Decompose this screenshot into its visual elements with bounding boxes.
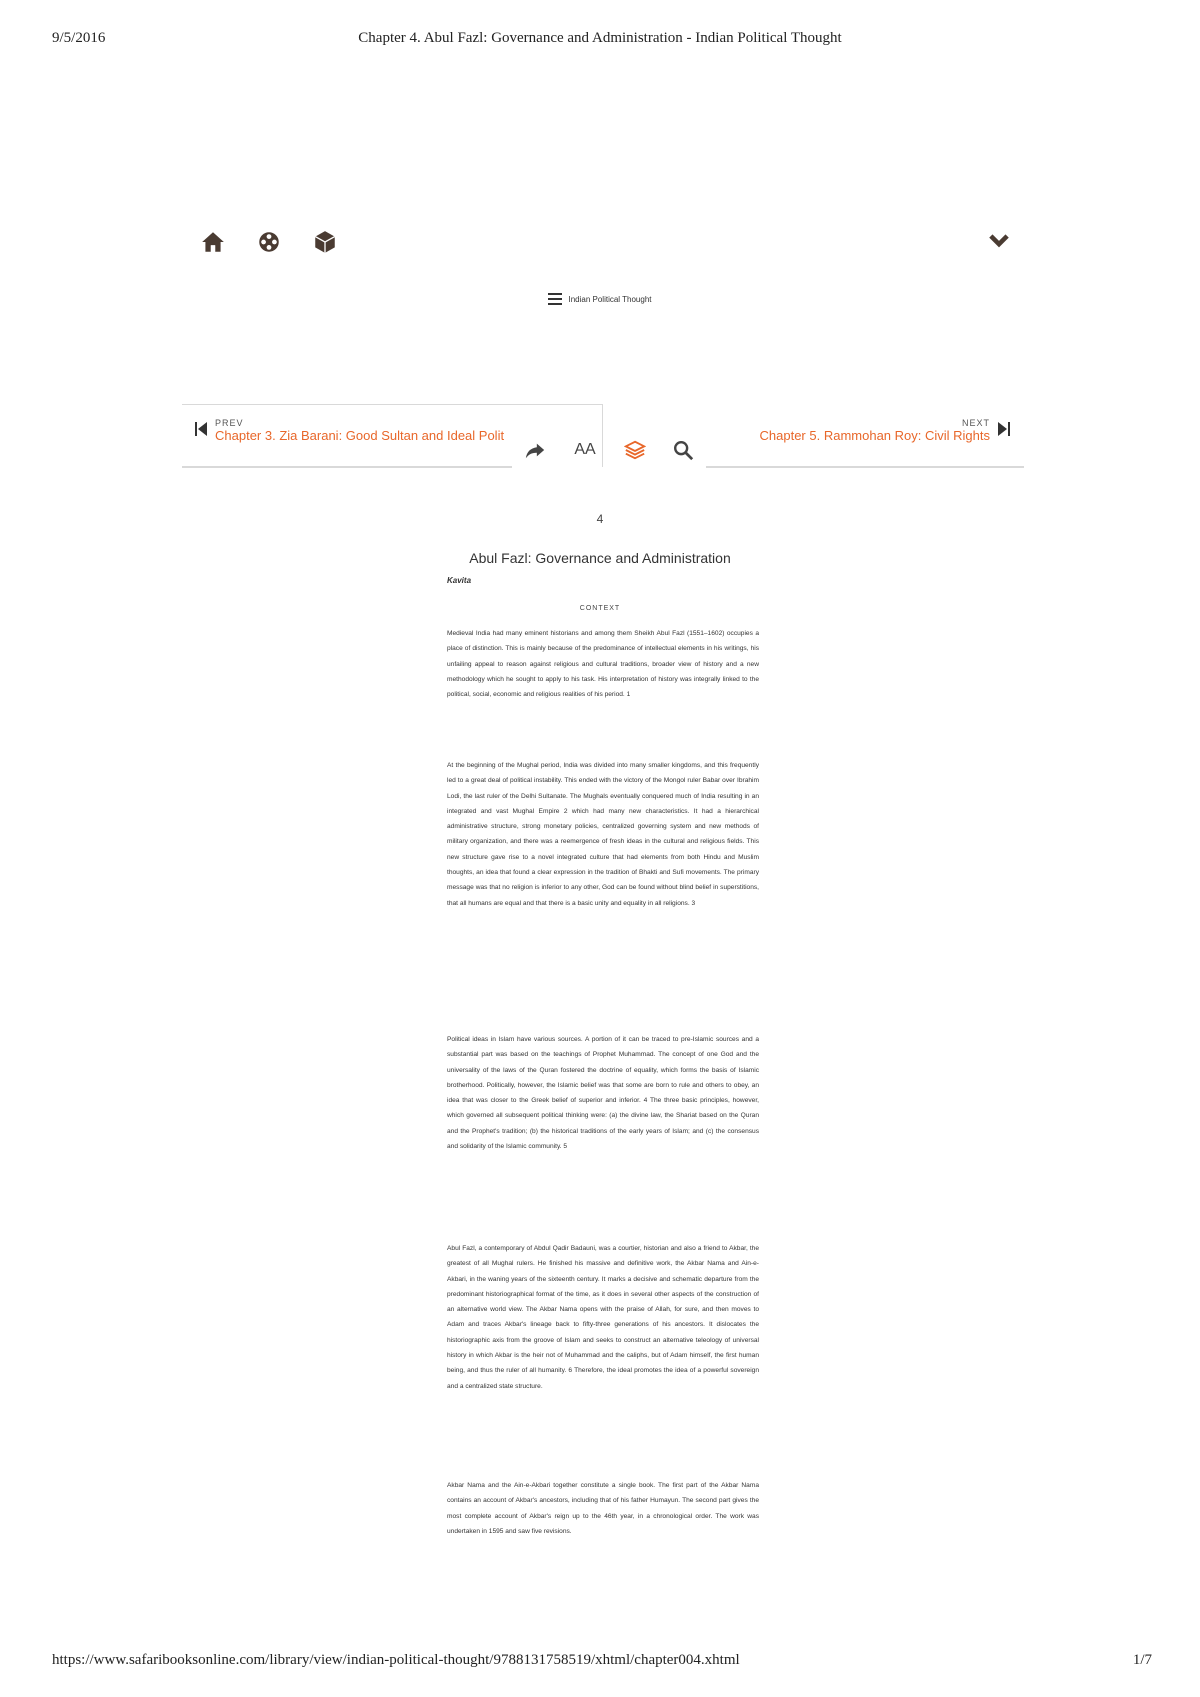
toc-link[interactable]: [0, 293, 1200, 305]
paragraph: At the beginning of the Mughal period, India was divided into many smaller kingdoms, and this frequently led to a great deal of political instability. This ended with the victory of the Mongol ruler Babar over Ibrahim Lodi, the last ruler of the Delhi Sultanate. The Mughals eventually conquered much of India resulting in an integrated and vast Mughal Empire 2 which had many new characteristics. It had a hierarchical administrative structure, strong monetary policies, centralized governing system and new methods of military organization, and there was a reemergence of fresh ideas in the cultural and religious fields. This new structure gave rise to a novel integrated culture that had elements from both Hindu and Muslim thoughts, an idea that found a clear expression in the tradition of Bhakti and Sufi movements. The primary message was that no religion is inferior to any other, God can be found without blind belief in superstitions, that all humans are equal and that there is a basic unity and equality in all religions. 3: [447, 762, 759, 907]
skip-forward-icon: [998, 421, 1010, 440]
skip-back-icon: [195, 421, 207, 440]
chapter-number: 4: [596, 512, 604, 526]
nav-divider-right: [706, 466, 1024, 468]
section-heading: CONTEXT: [579, 605, 621, 612]
nav-divider-left: [182, 466, 512, 468]
home-icon[interactable]: [199, 228, 227, 256]
paragraph: Abul Fazl, a contemporary of Abdul Qadir Badauni, was a courtier, historian and also a friend to Akbar, the greatest of all Mughal rulers. He finished his massive and definitive work, the Akbar Nama and Ain-e-Akbari, in the waning years of the sixteenth century. It marks a decisive and schematic departure from the predominant historiographical format of the time, as it does in several other aspects of the construction of an alternative world view. The Akbar Nama opens with the praise of Allah, for sure, and then moves to Adam and traces Akbar's lineage back to fifty-three generations of his ancestors. It dislocates the historiographic axis from the groove of Islam and seeks to construct an alternative teleology of universal history in which Akbar is the heir not of Muhammad and the caliphs, but of Adam himself, the first human being, and thus the ruler of all humanity. 6 Therefore, the ideal promotes the idea of a powerful sovereign and a centralized state structure.: [447, 1245, 759, 1390]
prev-chapter-nav[interactable]: [195, 418, 507, 443]
cube-icon[interactable]: [311, 228, 339, 256]
paragraph: Akbar Nama and the Ain-e-Akbari together constitute a single book. The first part of the Akbar Nama contains an account of Akbar's ancestors, including that of his father Humayun. The second part gives the most complete account of Akbar's reign up to the 46th year, in a chronological order. The work was undertaken in 1595 and saw five revisions.: [447, 1482, 759, 1535]
font-size-button[interactable]: [572, 437, 598, 463]
next-chapter-link[interactable]: Chapter 5. Rammohan Roy: Civil Rights: [759, 428, 990, 443]
search-icon[interactable]: [670, 437, 696, 463]
layers-icon[interactable]: [622, 437, 648, 463]
puzzle-icon[interactable]: [255, 228, 283, 256]
chapter-author: Kavita: [447, 576, 472, 585]
print-date: 9/5/2016: [52, 30, 106, 46]
toc-label: Indian Political Thought: [568, 294, 652, 304]
print-url: https://www.safaribooksonline.com/library/view/indian-political-thought/9788131758519/xhtml/chapter004.xhtml: [52, 1652, 740, 1668]
paragraph: Medieval India had many eminent historians and among them Sheikh Abul Fazl (1551–1602) occupies a place of distinction. This is mainly because of the predominance of intellectual elements in his writings, his unfailing appeal to reason against religious and cultural traditions, broader view of history and a new methodology which he sought to apply to his task. His interpretation of history was integrally linked to the political, social, economic and religious realities of his period. 1: [447, 630, 759, 699]
next-label: NEXT: [961, 418, 990, 428]
next-chapter-nav[interactable]: [760, 418, 1010, 443]
prev-label: PREV: [215, 418, 244, 428]
chevron-down-icon[interactable]: [985, 228, 1013, 256]
share-icon[interactable]: [522, 437, 548, 463]
print-page-number: 1/7: [1132, 1652, 1152, 1668]
paragraph: Political ideas in Islam have various sources. A portion of it can be traced to pre-Islamic sources and a substantial part was based on the teachings of Prophet Muhammad. The concept of one God and the universality of the laws of the Quran fostered the doctrine of equality, which forms the basis of Islamic brotherhood. Politically, however, the Islamic belief was that some are born to rule and others to obey, an idea that was closer to the Greek belief of superior and inferior. 4 The three basic principles, however, which governed all subsequent political thinking were: (a) the divine law, the Shariat based on the Quran and the Prophet's tradition; (b) the historical traditions of the early years of Islam; and (c) the consensus and solidarity of the Islamic community. 5: [447, 1036, 759, 1151]
print-page-title: Chapter 4. Abul Fazl: Governance and Administration - Indian Political Thought: [358, 30, 842, 46]
font-size-label: AA: [574, 441, 596, 458]
chapter-title: Abul Fazl: Governance and Administration: [469, 550, 731, 566]
list-icon: [548, 293, 562, 305]
prev-chapter-link[interactable]: Chapter 3. Zia Barani: Good Sultan and Ideal Polit: [215, 428, 505, 443]
